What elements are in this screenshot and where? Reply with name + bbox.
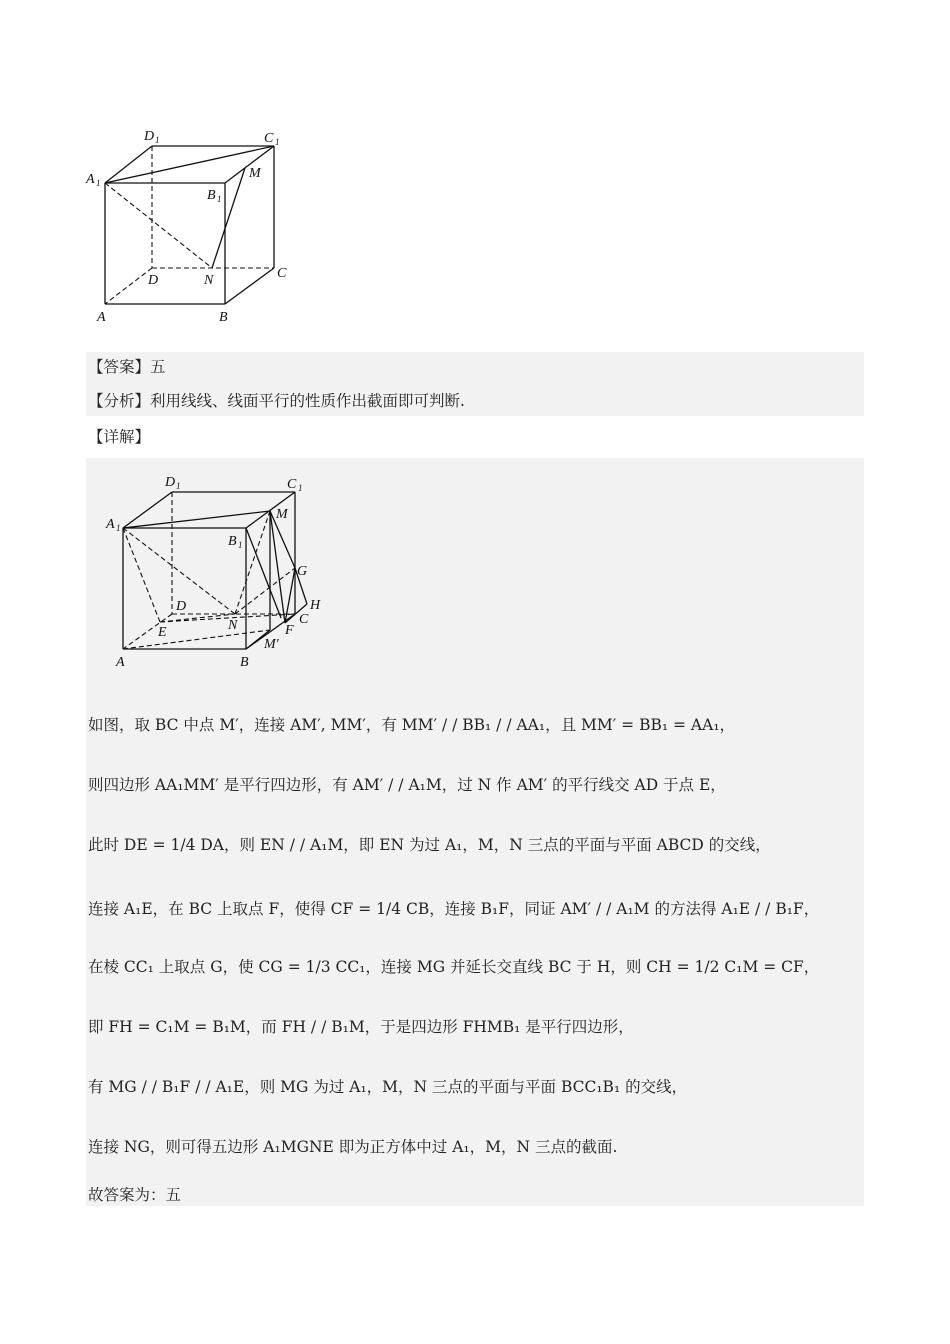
label-B: B — [240, 655, 249, 670]
detail-line-5: 在棱 CC₁ 上取点 G，使 CG = 1/3 CC₁，连接 MG 并延长交直线 BC 于 H，则 CH = 1/2 C₁M = CF， — [88, 958, 820, 976]
label-C: C — [299, 612, 309, 627]
label-A1-sub: 1 — [96, 178, 101, 188]
label-D1: D — [144, 129, 155, 144]
label-B1-sub: 1 — [238, 540, 243, 550]
label-H: H — [310, 598, 321, 613]
label-A: A — [116, 655, 125, 670]
analysis-label: 【分析】 — [88, 392, 151, 410]
detail-line-1: 如图，取 BC 中点 M′，连接 AM′, MM′，有 MM′ / / BB₁ / / AA₁，且 MM′ = BB₁ = AA₁， — [88, 716, 736, 734]
detail-line-8: 连接 NG，则可得五边形 A₁MGNE 即为正方体中过 A₁，M，N 三点的截面. — [88, 1138, 618, 1156]
detail-line-3: 此时 DE = 1/4 DA，则 EN / / A₁M，即 EN 为过 A₁，M，N 三点的平面与平面 ABCD 的交线， — [88, 836, 771, 854]
cube-figure-top — [82, 122, 302, 327]
label-C1: C — [287, 477, 297, 492]
label-N: N — [228, 618, 238, 633]
label-A1: A — [86, 172, 95, 187]
label-C: C — [277, 266, 287, 281]
label-B: B — [219, 310, 228, 325]
detail-line-4: 连接 A₁E，在 BC 上取点 F，使得 CF = 1/4 CB，连接 B₁F，同证 AM′ / / A₁M 的方法得 A₁E / / B₁F， — [88, 900, 820, 918]
label-F: F — [285, 623, 294, 638]
label-D: D — [148, 273, 159, 288]
label-B1: B — [228, 534, 237, 549]
label-M: M — [276, 507, 288, 522]
label-C1-sub: 1 — [298, 483, 303, 493]
label-D1-sub: 1 — [176, 481, 181, 491]
label-M: M — [249, 166, 261, 181]
label-D1: D — [165, 475, 176, 490]
label-M-prime: M′ — [264, 637, 279, 652]
label-B1-sub: 1 — [217, 194, 222, 204]
analysis-row — [88, 390, 465, 412]
label-D: D — [176, 599, 187, 614]
label-E: E — [158, 625, 167, 640]
label-C1-sub: 1 — [275, 137, 280, 147]
label-D1-sub: 1 — [155, 135, 160, 145]
detail-label: 【详解】 — [88, 428, 151, 446]
label-A1-sub: 1 — [116, 523, 121, 533]
label-G: G — [297, 564, 308, 579]
answer-row — [88, 356, 166, 378]
answer-value: 五 — [150, 358, 166, 376]
label-C1: C — [264, 131, 274, 146]
detail-line-2: 则四边形 AA₁MM′ 是平行四边形，有 AM′ / / A₁M，过 N 作 AM′ 的平行线交 AD 于点 E， — [88, 776, 726, 794]
label-B1: B — [207, 188, 216, 203]
conclusion-line: 故答案为：五 — [88, 1186, 182, 1204]
cube-figure-detail — [100, 468, 340, 673]
detail-line-7: 有 MG / / B₁F / / A₁E，则 MG 为过 A₁，M，N 三点的平面与平面 BCC₁B₁ 的交线， — [88, 1078, 688, 1096]
detail-line-6: 即 FH = C₁M = B₁M，而 FH / / B₁M，于是四边形 FHMB₁ 是平行四边形， — [88, 1018, 634, 1036]
label-A: A — [97, 310, 106, 325]
analysis-text: 利用线线、线面平行的性质作出截面即可判断. — [150, 392, 465, 410]
label-A1: A — [106, 517, 115, 532]
answer-label: 【答案】 — [88, 358, 151, 376]
label-N: N — [204, 273, 214, 288]
